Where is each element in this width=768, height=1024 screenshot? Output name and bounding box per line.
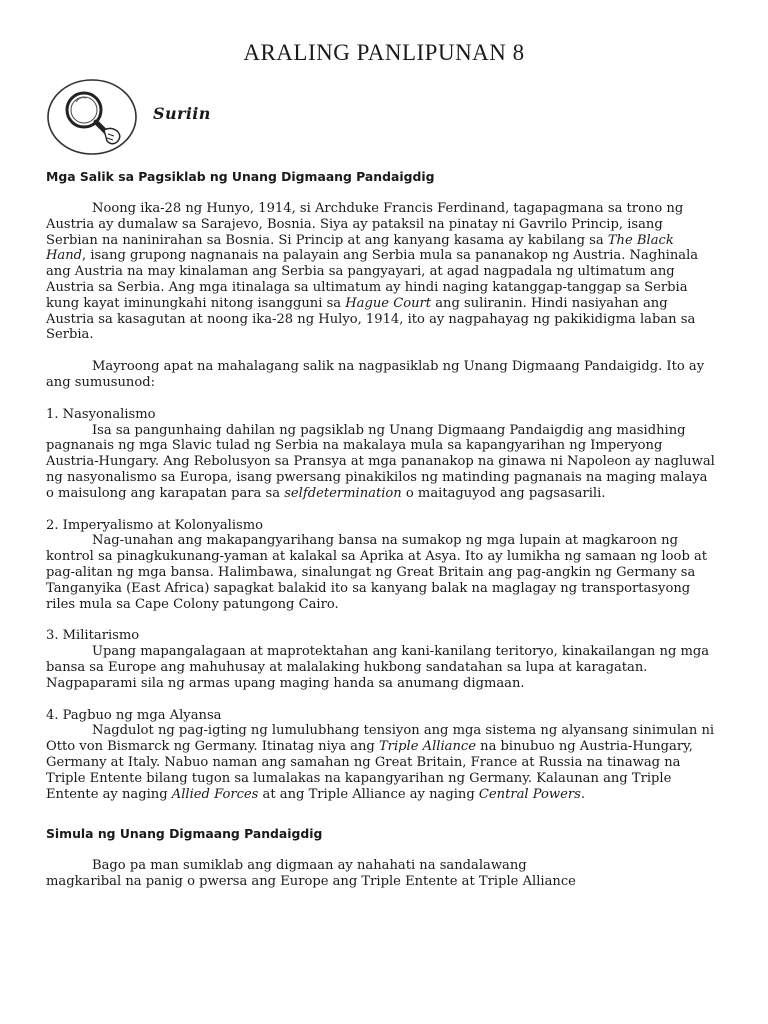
list-item-text: Upang mapangalagaan at maprotektahan ang kani-kanilang teritoryo, kinakailangan ng mga bansa sa Europe ang mahuhusay at malalaking hukbong sandatahan sa lupa at karagatan. Nagpaparami sila ng armas upang maging handa sa anumang digmaan.: [46, 644, 710, 691]
list-item-title: 4. Pagbuo ng mga Alyansa: [46, 707, 222, 723]
paragraph-closing: Bago pa man sumiklab ang digmaan ay nahahati na sandalawang magkaribal na panig o pwersa ang Europe ang Triple Entente at Triple Alliance: [46, 858, 576, 890]
list-item-title: 2. Imperyalismo at Kolonyalismo: [46, 517, 264, 533]
section-label: Suriin: [153, 104, 211, 123]
page-title: ARALING PANLIPUNAN 8: [243, 40, 525, 65]
list-item-text: Nagdulot ng pag-igting ng lumulubhang tensiyon ang mga sistema ng alyansang sinimulan ni Otto von Bismarck ng Germany. Itinatag niya ang Triple Alliance na binubuo ng Austria-Hungary, Germany at Italy. Nabuo naman ang samahan ng Great Britain, France at Russia na tinawag na Triple Entente bilang tugon sa lumalakas na kapangyarihan ng Germany. Kalaunan ang Triple Entente ay naging Allied Forces at ang Triple Alliance ay naging Central Powers.: [46, 723, 715, 802]
section-heading: Simula ng Unang Digmaang Pandaigdig: [46, 826, 323, 842]
paragraph-intro: Noong ika-28 ng Hunyo, 1914, si Archduke Francis Ferdinand, tagapagmana sa trono ng Austria ay dumalaw sa Sarajevo, Bosnia. Siya ay pataksil na pinatay ni Gavrilo Princip, isang Serbian na naninirahan sa Bosnia. Si Princip at ang kanyang kasama ay kabilang sa The Black Hand, isang grupong nagnanais na palayain ang Serbia mula sa pananakop ng Austria. Naghinala ang Austria na may kinalaman ang Serbia sa pangyayari, at agad nagpadala ng ultimatum ang Austria sa Serbia. Ang mga itinalaga sa ultimatum ay hindi naging katanggap-tanggap sa Serbia kung kayat iminungkahi nitong isangguni sa Hague Court ang suliranin. Hindi nasiyahan ang Austria sa kasagutan at noong ika-28 ng Hulyo, 1914, ito ay nagpahayag ng pakikidigma laban sa Serbia.: [46, 201, 699, 343]
magnifying-glass-hand-icon: [46, 78, 138, 156]
list-item-text: Nag-unahan ang makapangyarihang bansa na sumakop ng mga lupain at magkaroon ng kontrol sa pinagkukunang-yaman at kalakal sa Aprika at Asya. Ito ay lumikha ng samaan ng loob at pag-alitan ng mga bansa. Halimbawa, sinalungat ng Great Britain ang pag-angkin ng Germany sa Tanganyika (East Africa) sapagkat balakid ito sa kanyang balak na maglagay ng transportasyong riles mula sa Cape Colony patungong Cairo.: [46, 533, 708, 612]
list-item-title: 1. Nasyonalismo: [46, 406, 156, 422]
paragraph-factors: Mayroong apat na mahalagang salik na nagpasiklab ng Unang Digmaang Pandaigidg. Ito ay ang sumusunod:: [46, 359, 705, 390]
document-body: [46, 169, 718, 890]
section-heading: Mga Salik sa Pagsiklab ng Unang Digmaang Pandaigdig: [46, 169, 435, 184]
list-item-text: Isa sa pangunhaing dahilan ng pagsiklab ng Unang Digmaang Pandaigdig ang masidhing pagnanais ng mga Slavic tulad ng Serbia na makalaya mula sa kapangyarihan ng Imperyong Austria-Hungary. Ang Rebolusyon sa Pransya at mga pananakop na ginawa ni Napoleon ay nagluwal ng nasyonalismo sa Europa, isang pwersang pinakikilos ng matinding pagnanais na maging malaya o maisulong ang karapatan para sa selfdetermination o maitaguyod ang pagsasarili.: [46, 422, 715, 501]
list-item-title: 3. Militarismo: [46, 628, 140, 644]
